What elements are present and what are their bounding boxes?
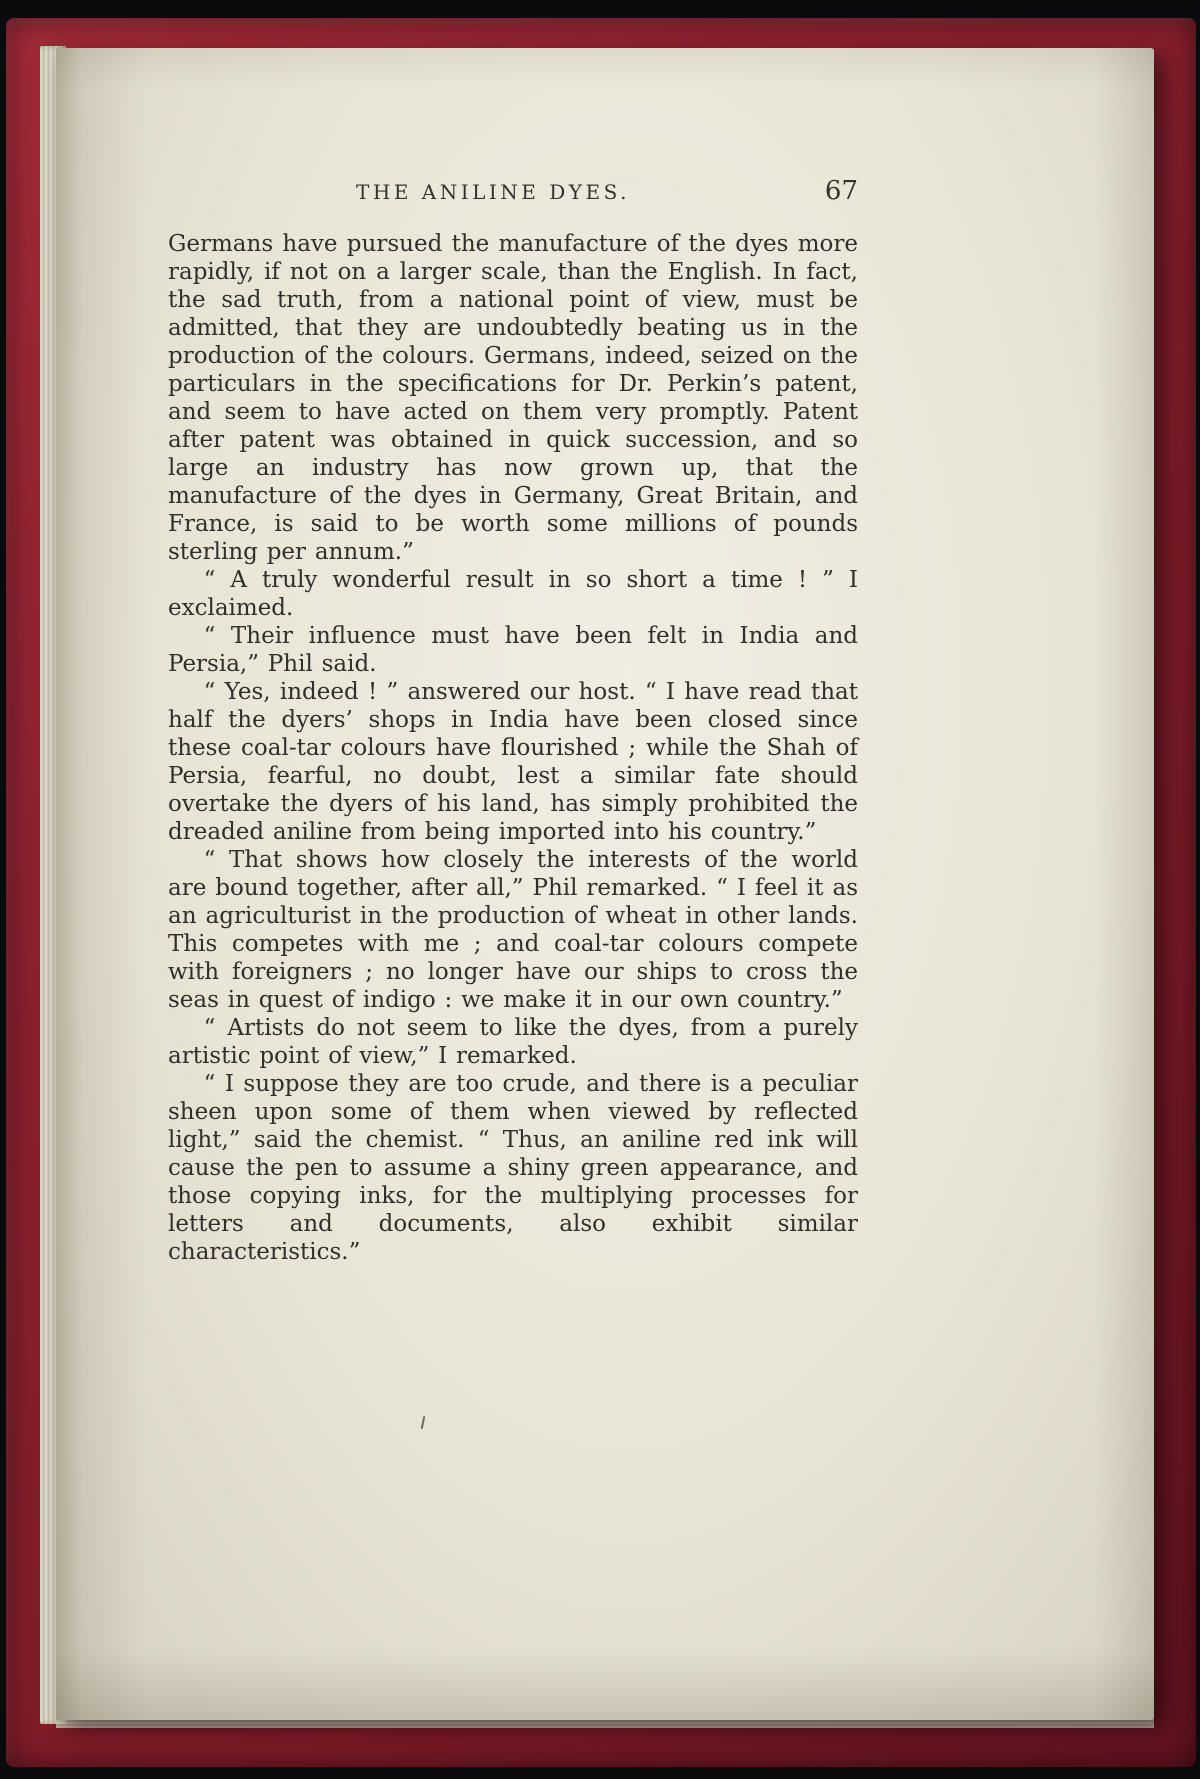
paragraph: “ A truly wonderful result in so short a time ! ” I exclaimed.: [168, 567, 858, 621]
paragraph: “ I suppose they are too crude, and there is a peculiar sheen upon some of them when viewed by reflected light,” said the chemist. “ Thus, an aniline red ink will cause the pen to assume a shiny green appearance, and those copying inks, for the multiplying processes for letters and documents, also exhibit similar characteristics.”: [168, 1071, 858, 1265]
running-head: [168, 176, 858, 214]
text-column: [168, 176, 858, 1266]
paragraph: “ Artists do not seem to like the dyes, from a purely artistic point of view,” I remarked.: [168, 1015, 858, 1069]
page-title: THE ANILINE DYES.: [356, 180, 630, 204]
paragraph: “ That shows how closely the interests of the world are bound together, after all,” Phil remarked. “ I feel it as an agriculturist in the production of wheat in other lands. This competes with me ; and coal-tar colours compete with foreigners ; no longer have our ships to cross the seas in quest of indigo : we make it in our own country.”: [168, 847, 858, 1013]
paragraph: “ Yes, indeed ! ” answered our host. “ I have read that half the dyers’ shops in India have been closed since these coal-tar colours have flourished ; while the Shah of Persia, fearful, no doubt, lest a similar fate should overtake the dyers of his land, has simply prohibited the dreaded aniline from being imported into his country.”: [168, 679, 858, 845]
page-number: 67: [824, 176, 858, 206]
paragraph: “ Their influence must have been felt in India and Persia,” Phil said.: [168, 623, 858, 677]
book-page: [56, 48, 1154, 1720]
paragraph: Germans have pursued the manufacture of the dyes more rapidly, if not on a larger scale, than the English. In fact, the sad truth, from a national point of view, must be admitted, that they are undoubtedly beating us in the production of the colours. Germans, indeed, seized on the particulars in the specifications for Dr. Perkin’s patent, and seem to have acted on them very promptly. Patent after patent was obtained in quick succession, and so large an industry has now grown up, that the manufacture of the dyes in Germany, Great Britain, and France, is said to be worth some millions of pounds sterling per annum.”: [168, 231, 858, 565]
book-cover: [6, 18, 1196, 1767]
stray-pencil-mark: [421, 1416, 426, 1429]
